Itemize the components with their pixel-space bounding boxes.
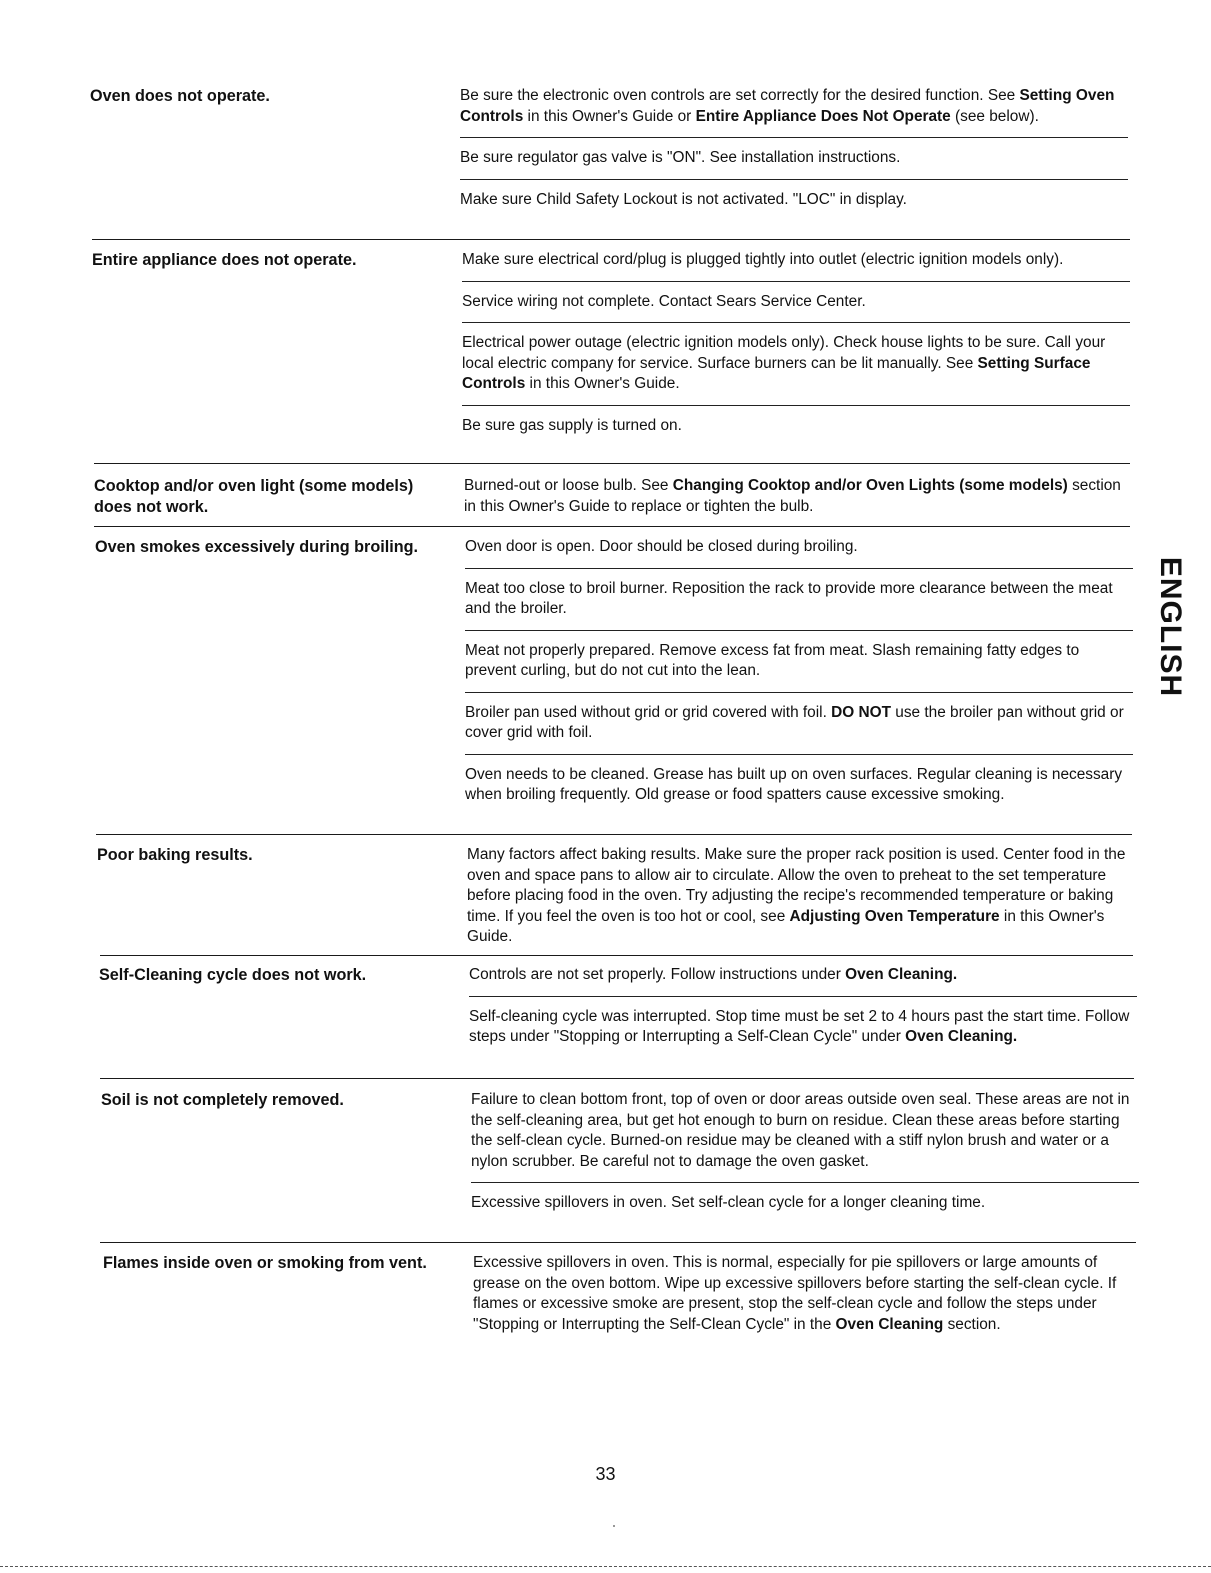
solution-text: Meat too close to broil burner. Reposition the rack to provide more clearance between the meat and the broiler. (465, 579, 1113, 617)
row-divider (100, 1242, 1136, 1243)
solution-text: Service wiring not complete. Contact Sears Service Center. (462, 292, 866, 310)
solution-item (462, 250, 1130, 282)
solution-text: Excessive spillovers in oven. This is normal, especially for pie spillovers or large amounts of grease on the oven bottom. Wipe up excessive spillovers before starting the self-clean cycle. If flames or excessive smoke are present, stop the self-clean cycle and follow the steps under "Stopping or Interrupting the Self-Clean Cycle" in the (473, 1254, 1117, 1333)
solution-item (471, 1193, 1139, 1214)
page-number: 33 (595, 1464, 616, 1484)
solution-item (460, 190, 1128, 211)
solution-text: section in this Owner's Guide to replace or tighten the bulb. (464, 477, 1121, 515)
scan-speck (613, 1525, 615, 1527)
solution-text: use the broiler pan without grid or cover grid with foil. (465, 703, 1124, 741)
problem-text: Cooktop and/or oven light (some models) does not work. (94, 477, 414, 516)
solution-item (462, 333, 1130, 406)
solution-item (460, 148, 1128, 180)
solution-text: Make sure electrical cord/plug is plugged tightly into outlet (electric ignition models only). (462, 251, 1064, 268)
scan-edge-line (0, 1566, 1211, 1567)
problem-text: Poor baking results. (97, 846, 253, 864)
row-divider (100, 1078, 1134, 1079)
solution-item (469, 1007, 1137, 1048)
solution-item (465, 537, 1133, 569)
solution-text: Controls are not set properly. Follow instructions under (469, 966, 846, 983)
row-divider (94, 526, 1130, 527)
row-divider (96, 834, 1132, 835)
bold-reference: Entire Appliance Does Not Operate (695, 107, 951, 125)
solutions-list (465, 537, 1133, 806)
solutions-list (460, 86, 1128, 210)
solution-item (460, 86, 1128, 138)
solution-text: Meat not properly prepared. Remove excess fat from meat. Slash remaining fatty edges to prevent curling, but do not cut into the lean. (465, 641, 1080, 679)
row-divider (100, 955, 1133, 956)
side-tab-label: ENGLISH (1154, 556, 1187, 698)
solution-text: in this Owner's Guide or (523, 107, 696, 125)
bold-reference: Setting Oven Controls (460, 87, 1115, 125)
solution-text: Self-cleaning cycle was interrupted. Stop time must be set 2 to 4 hours past the start time. Follow steps under "Stopping or Interrupting a Self-Clean Cycle" under (469, 1007, 1130, 1045)
solution-item (467, 845, 1135, 948)
solutions-list (464, 476, 1132, 517)
solution-text: Be sure the electronic oven controls are set correctly for the desired function. See (460, 87, 1020, 104)
solution-text: Burned-out or loose bulb. See (464, 477, 673, 494)
solutions-list (462, 250, 1130, 436)
solutions-list (471, 1090, 1139, 1214)
row-divider (94, 463, 1130, 464)
solution-text: Excessive spillovers in oven. Set self-clean cycle for a longer cleaning time. (471, 1194, 986, 1211)
bold-reference: Oven Cleaning (835, 1315, 944, 1333)
solution-text: section. (943, 1315, 1001, 1333)
problem-text: Entire appliance does not operate. (92, 251, 357, 269)
solution-item (471, 1090, 1139, 1183)
solution-item (465, 641, 1133, 693)
solution-item (469, 965, 1137, 997)
problem-text: Oven does not operate. (90, 87, 270, 105)
language-side-tab (1152, 556, 1188, 698)
bold-reference: DO NOT (831, 703, 891, 721)
solution-text: Many factors affect baking results. Make sure the proper rack position is used. Center food in the oven and space pans to allow air to circulate. Allow the oven to preheat to the set temperature before placing food in the oven. Try adjusting the recipe's recommended temperature or baking time. If you feel the oven is too hot or cool, see (467, 846, 1126, 925)
solution-text: Be sure gas supply is turned on. (462, 416, 682, 434)
solution-text: Make sure Child Safety Lockout is not activated. "LOC" in display. (460, 190, 907, 208)
solution-text: Oven door is open. Door should be closed during broiling. (465, 538, 858, 555)
bold-reference: Oven Cleaning. (905, 1028, 1018, 1045)
solutions-list (469, 965, 1137, 1048)
solution-text: in this Owner's Guide. (467, 907, 1105, 945)
solution-item (465, 579, 1133, 631)
solution-item (473, 1253, 1141, 1335)
problem-text: Oven smokes excessively during broiling. (95, 538, 418, 556)
solution-item (465, 765, 1133, 806)
solution-item (464, 476, 1132, 517)
solution-text: Broiler pan used without grid or grid covered with foil. (465, 703, 832, 721)
solution-text: (see below). (950, 107, 1039, 125)
bold-reference: Setting Surface Controls (462, 354, 1091, 392)
problem-text: Flames inside oven or smoking from vent. (103, 1254, 427, 1272)
solution-text: in this Owner's Guide. (525, 375, 680, 392)
solution-text: Failure to clean bottom front, top of oven or door areas outside oven seal. These areas are not in the self-cleaning area, but get hot enough to burn on residue. Clean these areas before starting the self-clean cycle. Burned-on residue may be cleaned with a stiff nylon brush and water or a nylon scrubber. Be careful not to damage the oven gasket. (471, 1091, 1130, 1170)
problem-text: Self-Cleaning cycle does not work. (99, 966, 367, 984)
solution-text: Oven needs to be cleaned. Grease has built up on oven surfaces. Regular cleaning is necessary when broiling frequently. Old grease or food spatters cause excessive smoking. (465, 765, 1123, 803)
bold-reference: Adjusting Oven Temperature (789, 907, 1000, 925)
solutions-list (467, 845, 1135, 948)
solution-item (465, 703, 1133, 755)
row-divider (92, 239, 1130, 240)
solution-text: Electrical power outage (electric ignition models only). Check house lights to be sure. Call your local electric company for service. Surface burners can be lit manually. See (462, 334, 1106, 372)
bold-reference: Oven Cleaning. (845, 966, 958, 983)
problem-text: Soil is not completely removed. (101, 1091, 344, 1109)
solution-item (462, 292, 1130, 324)
solution-text: Be sure regulator gas valve is "ON". See installation instructions. (460, 149, 901, 166)
solution-item (462, 416, 1130, 437)
bold-reference: Changing Cooktop and/or Oven Lights (some models) (672, 477, 1068, 494)
solutions-list (473, 1253, 1141, 1335)
